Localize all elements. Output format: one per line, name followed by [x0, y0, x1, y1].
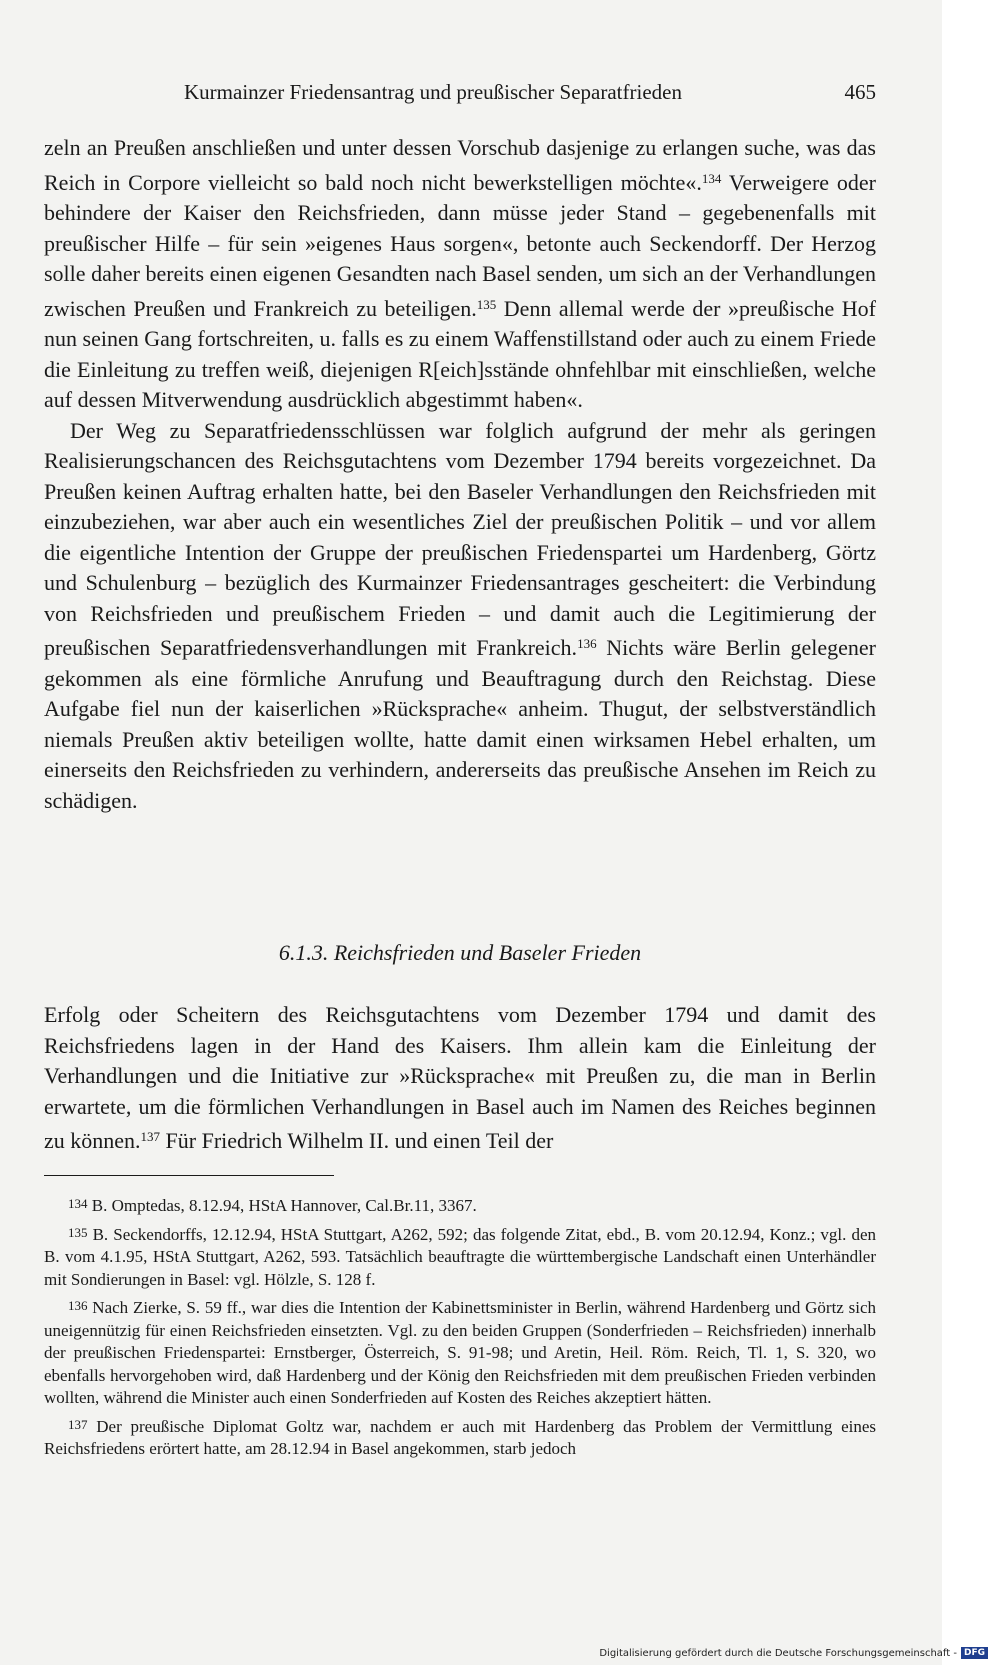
page-margin	[942, 0, 1000, 1665]
paragraph-1	[44, 133, 876, 416]
running-header	[44, 80, 876, 110]
paragraph-2-text-b: Nichts wäre Berlin gelegener gekommen als eine förmliche Anrufung und Beauftragung durch den Reichstag. Diese Aufgabe fiel nun der kaiserlichen »Rücksprache« anheim. Thugut, der selbstverständlich niemals Preußen aktiv beteiligen wollte, hatte damit einen wirksamen Hebel erhalten, um einerseits den Reichsfrieden zu verhindern, andererseits das preußische Ansehen im Reich zu schädigen.	[44, 635, 876, 813]
footnote-ref-134: 134	[701, 170, 722, 186]
footnotes	[44, 1193, 876, 1465]
footnote-number: 137	[68, 1416, 88, 1432]
footnote-134	[44, 1193, 876, 1218]
footnote-ref-136: 136	[577, 636, 597, 651]
paragraph-3-text-b: Für Friedrich Wilhelm II. und einen Teil der	[160, 1128, 554, 1153]
footnote-ref-135: 135	[476, 296, 497, 312]
footnote-text: Nach Zierke, S. 59 ff., war dies die Intention der Kabinettsminister in Berlin, während Hardenberg und Görtz sich uneigennützig für einen Reichsfrieden einsetzten. Vgl. zu den beiden Gruppen (Sonderfrieden – Reichsfrieden) innerhalb der preußischen Friedenspartei: Ernstberger, Österreich, S. 91-98; und Aretin, Heil. Röm. Reich, Tl. 1, S. 320, wo ebenfalls hervorgehoben wird, daß Hardenberg und der König den Reichsfrieden mit dem preußischen Frieden verbinden wollten, während die Minister auch einen Sonderfrieden auf Kosten des Reiches akzeptiert hätten.	[44, 1298, 877, 1407]
paragraph-1-text: zeln an Preußen anschließen und unter dessen Vorschub dasjenige zu erlangen suche, was das Reich in Corpore vielleicht so bald noch nicht bewerkstelligen möchte«.	[44, 135, 876, 195]
footnote-135	[44, 1222, 876, 1292]
main-text-block	[44, 133, 876, 816]
dfg-logo-icon: DFG	[961, 1647, 988, 1659]
footnote-number: 136	[68, 1298, 88, 1313]
footnote-text: Der preußische Diplomat Goltz war, nachdem er auch mit Hardenberg das Problem der Vermittlung eines Reichsfriedens erörtert hatte, am 28.12.94 in Basel angekommen, starb jedoch	[44, 1416, 877, 1458]
footnote-text: B. Omptedas, 8.12.94, HStA Hannover, Cal.Br.11, 3367.	[91, 1196, 477, 1215]
footnote-136	[44, 1295, 876, 1410]
paragraph-3	[44, 1000, 876, 1157]
section-heading: 6.1.3. Reichsfrieden und Baseler Frieden	[278, 940, 642, 965]
paragraph-2-text: Der Weg zu Separatfriedensschlüssen war folglich aufgrund der mehr als geringen Realisierungschancen des Reichsgutachtens vom Dezember 1794 bereits vorgezeichnet. Da Preußen keinen Auftrag erhalten hatte, bei den Baseler Verhandlungen den Reichsfrieden mit einzubeziehen, war aber auch ein wesentliches Ziel der preußischen Politik – und vor allem die eigentliche Intention der Gruppe der preußischen Friedenspartei um Hardenberg, Görtz und Schulenburg – bezüglich des Kurmainzer Friedensantrages gescheitert: die Verbindung von Reichsfrieden und preußischem Frieden – und damit auch die Legitimierung der preußischen Separatfriedensverhandlungen mit Frankreich.	[44, 417, 876, 660]
footnote-number: 134	[68, 1196, 88, 1211]
paragraph-3-text: Erfolg oder Scheitern des Reichsgutachtens vom Dezember 1794 und damit des Reichsfriedens lagen in der Hand des Kaisers. Ihm allein kam die Einleitung der Verhandlungen und die Initiative zur »Rücksprache« mit Preußen zu, die man in Berlin erwartete, um die förmlichen Verhandlungen in Basel auch im Namen des Reiches beginnen zu können.	[44, 1002, 876, 1153]
page-number: 465	[844, 80, 876, 104]
paragraph-1-text-b: Verweigere oder behindere der Kaiser den Reichsfrieden, dann müsse jeder Stand – gegebenenfalls mit preußischer Hilfe – für sein »eigenes Haus sorgen«, betonte auch Seckendorff. Der Herzog solle daher bereits einen eigenen Gesandten nach Basel senden, um sich an der Verhandlungen zwischen Preußen und Frankreich zu beteiligen.	[44, 169, 876, 321]
footer-credit: Digitalisierung gefördert durch die Deutsche Forschungsgemeinschaft -	[599, 1647, 957, 1659]
running-title: Kurmainzer Friedensantrag und preußischer Separatfrieden	[184, 80, 682, 104]
digitization-footer	[599, 1647, 988, 1659]
paragraph-2	[44, 416, 876, 817]
footnote-divider	[44, 1175, 334, 1176]
paragraph-1-text-c: Denn allemal werde der »preußische Hof nun seinen Gang fortschreiten, u. falls es zu einem Waffenstillstand oder auch zu einem Friede die Einleitung zu treffen weiß, diejenigen R[eich]sstände ohnfehlbar mit einschließen, welche auf dessen Mitverwendung ausdrücklich abgestimmt haben«.	[44, 295, 876, 412]
section-text-block	[44, 1000, 876, 1157]
footnote-137	[44, 1414, 876, 1461]
footnote-text: B. Seckendorffs, 12.12.94, HStA Stuttgart, A262, 592; das folgende Zitat, ebd., B. vom 20.12.94, Konz.; vgl. den B. vom 4.1.95, HStA Stuttgart, A262, 593. Tatsächlich beauftragte die württembergische Landschaft einen Unterhändler mit Sondierungen in Basel: vgl. Hölzle, S. 128 f.	[44, 1224, 876, 1289]
footnote-number: 135	[68, 1224, 88, 1240]
footnote-ref-137: 137	[140, 1129, 161, 1144]
